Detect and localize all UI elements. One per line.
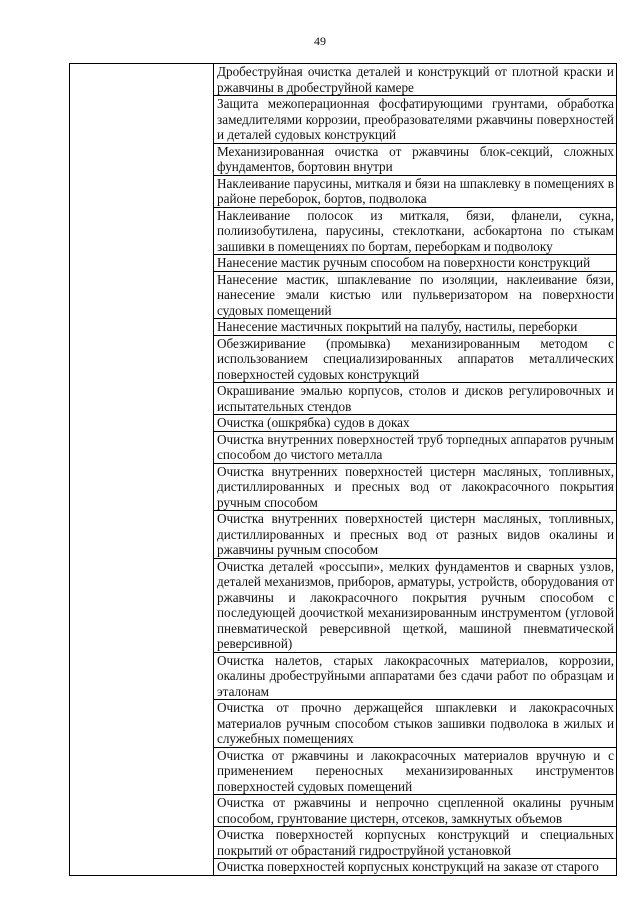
table-cell: Очистка от прочно держащейся шпаклевки и лакокрасочных материалов ручным способом стыков зашивки подволока в жилых и служебных помещениях [214, 700, 617, 748]
table-cell: Очистка внутренних поверхностей труб торпедных аппаратов ручным способом до чистого металла [214, 431, 617, 463]
page-number: 49 [314, 34, 326, 48]
table-cell: Очистка поверхностей корпусных конструкций и специальных покрытий от обрастаний гидроструйной установкой [214, 827, 617, 859]
table-cell: Наклеивание полосок из миткаля, бязи, фланели, сукна, полиизобутилена, парусины, стеклоткани, асбокартона по стыкам зашивки в помещениях по бортам, переборкам и подволоку [214, 207, 617, 255]
table-cell: Очистка внутренних поверхностей цистерн масляных, топливных, дистиллированных и пресных вод от лакокрасочного покрытия ручным способом [214, 463, 617, 511]
category-cell [70, 64, 214, 876]
table-cell: Механизированная очистка от ржавчины блок-секций, сложных фундаментов, бортовин внутри [214, 143, 617, 175]
table-cell: Очистка деталей «россыпи», мелких фундаментов и сварных узлов, деталей механизмов, приборов, арматуры, устройств, оборудования от ржавчины и лакокрасочного покрытия ручным способом с последующей доочисткой механизированным инструментом (угловой пневматической реверсивной щеткой, машиной пневматической реверсивной) [214, 558, 617, 652]
table-cell: Обезжиривание (промывка) механизированным методом с использованием специализированных аппаратов металлических поверхностей судовых конструкций [214, 335, 617, 383]
table-cell: Защита межоперационная фосфатирующими грунтами, обработка замедлителями коррозии, преобразователями ржавчины поверхностей и деталей судовых конструкций [214, 96, 617, 144]
table-cell: Очистка налетов, старых лакокрасочных материалов, коррозии, окалины дробеструйными аппаратами без сдачи работ по образцам и эталонам [214, 652, 617, 700]
table-cell: Нанесение мастик ручным способом на поверхности конструкций [214, 255, 617, 272]
table-row [70, 64, 617, 96]
table-cell: Очистка поверхностей корпусных конструкций на заказе от старого [214, 859, 617, 876]
table-cell: Нанесение мастичных покрытий на палубу, настилы, переборки [214, 319, 617, 336]
table-cell: Очистка от ржавчины и лакокрасочных материалов вручную и с применением переносных механизированных инструментов поверхностей судовых помещений [214, 747, 617, 795]
work-types-table [69, 63, 617, 876]
table-cell: Дробеструйная очистка деталей и конструкций от плотной краски и ржавчины в дробеструйной камере [214, 64, 617, 96]
table-cell: Очистка внутренних поверхностей цистерн масляных, топливных, дистиллированных и пресных вод от разных видов окалины и ржавчины ручным способом [214, 511, 617, 559]
table-cell: Очистка от ржавчины и непрочно сцепленной окалины ручным способом, грунтование цистерн, отсеков, замкнутых объемов [214, 795, 617, 827]
table-cell: Нанесение мастик, шпаклевание по изоляции, наклеивание бязи, нанесение эмали кистью или пульверизатором на поверхности судовых помещений [214, 271, 617, 319]
table-cell: Окрашивание эмалью корпусов, столов и дисков регулировочных и испытательных стендов [214, 383, 617, 415]
table-cell: Наклеивание парусины, миткаля и бязи на шпаклевку в помещениях в районе переборок, бортов, подволока [214, 175, 617, 207]
table-cell: Очистка (ошкрябка) судов в доках [214, 415, 617, 432]
table-body [70, 64, 617, 876]
